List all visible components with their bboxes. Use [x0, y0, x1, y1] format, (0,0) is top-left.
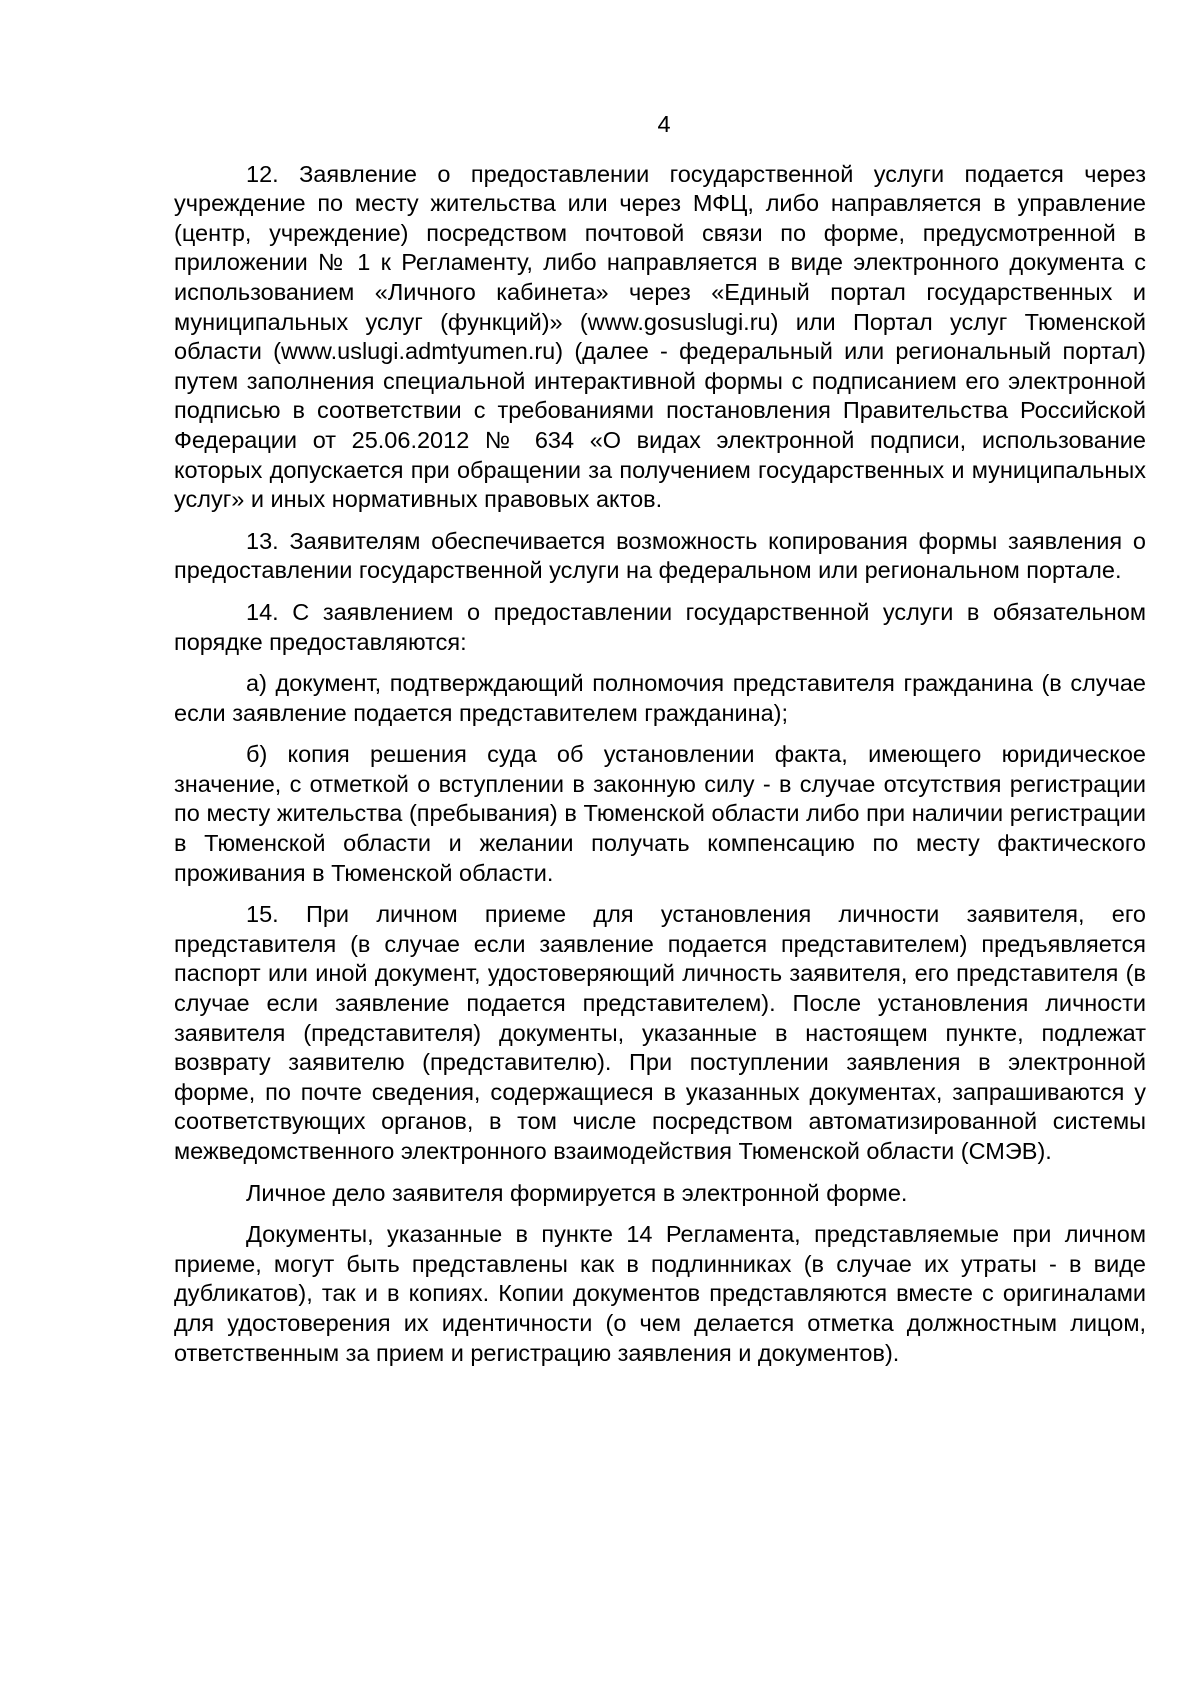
- page-number: 4: [657, 111, 671, 137]
- paragraph-15: 15. При личном приеме для установления личности заявителя, его представителя (в случае если заявление подается представителем) предъявляется паспорт или иной документ, удостоверяющий личность заявителя, его представителя (в случае если заявление подается представителем). После установления личности заявителя (представителя) документы, указанные в настоящем пункте, подлежат возврату заявителю (представителю). При поступлении заявления в электронной форме, по почте сведения, содержащиеся в указанных документах, запрашиваются у соответствующих органов, в том числе посредством автоматизированной системы межведомственного электронного взаимодействия Тюменской области (СМЭВ).: [174, 901, 1146, 1164]
- paragraph-14b: б) копия решения суда об установлении факта, имеющего юридическое значение, с отметкой о вступлении в законную силу - в случае отсутствия регистрации по месту жительства (пребывания) в Тюменской области либо при наличии регистрации в Тюменской области и желании получать компенсацию по месту фактического проживания в Тюменской области.: [174, 741, 1146, 886]
- paragraph-14a: а) документ, подтверждающий полномочия представителя гражданина (в случае если заявление подается представителем гражданина);: [174, 670, 1146, 726]
- document-page: [174, 110, 1146, 1380]
- paragraph-13: 13. Заявителям обеспечивается возможность копирования формы заявления о предоставлении государственной услуги на федеральном или региональном портале.: [174, 527, 1146, 584]
- paragraph-12: 12. Заявление о предоставлении государственной услуги подается через учреждение по месту жительства или через МФЦ, либо направляется в управление (центр, учреждение) посредством почтовой связи по форме, предусмотренной в приложении № 1 к Регламенту, либо направляется в виде электронного документа с использованием «Личного кабинета» через «Единый портал государственных и муниципальных услуг (функций)» (www.gosuslugi.ru) или Портал услуг Тюменской области (www.uslugi.admtyumen.ru) (далее - федеральный или региональный портал) путем заполнения специальной интерактивной формы с подписанием его электронной подписью в соответствии с требованиями постановления Правительства Российской Федерации от 25.06.2012 № 634 «О видах электронной подписи, использование которых допускается при обращении за получением государственных и муниципальных услуг» и иных нормативных правовых актов.: [174, 160, 1146, 513]
- paragraph-personal-file: Личное дело заявителя формируется в электронной форме.: [246, 1179, 908, 1206]
- paragraph-14: 14. С заявлением о предоставлении государственной услуги в обязательном порядке предоставляются:: [174, 598, 1146, 655]
- paragraph-documents: Документы, указанные в пункте 14 Регламента, представляемые при личном приеме, могут быть представлены как в подлинниках (в случае их утраты - в виде дубликатов), так и в копиях. Копии документов представляются вместе с оригиналами для удостоверения их идентичности (о чем делается отметка должностным лицом, ответственным за прием и регистрацию заявления и документов).: [174, 1221, 1146, 1366]
